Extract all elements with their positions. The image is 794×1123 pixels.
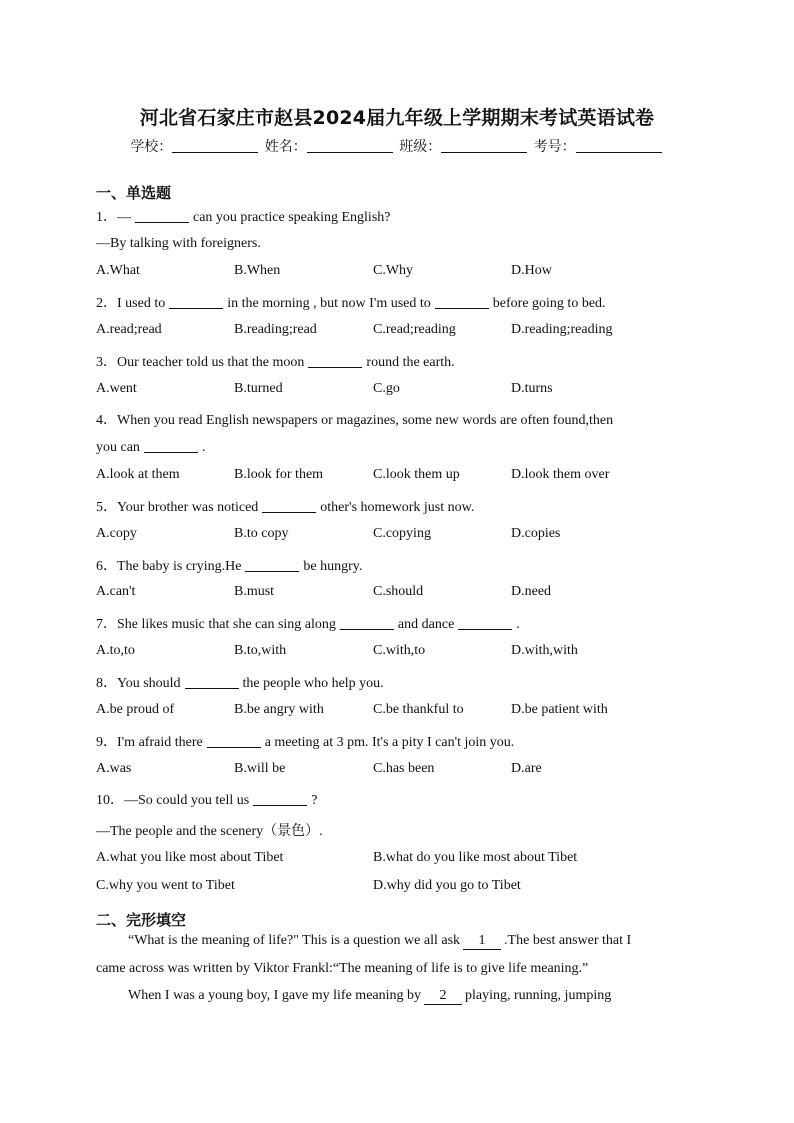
q5-option-a: A.copy: [96, 526, 137, 541]
q10-option-b: B.what do you like most about Tibet: [373, 850, 578, 865]
question-text: 3．Our teacher told us that the moon: [96, 355, 305, 370]
cloze-blank-1: 1: [463, 933, 501, 950]
q7-option-d: D.with,with: [511, 643, 578, 658]
q7-option-c: C.with,to: [373, 643, 426, 658]
q2-option-a: A.read;read: [96, 322, 162, 337]
class-label: 班级：: [399, 139, 442, 155]
question-text: other's homework just now.: [320, 500, 475, 515]
question-4: 4．When you read English newspapers or magazines, some new words are often found,then: [96, 413, 614, 428]
cloze-text: playing, running, jumping: [465, 988, 612, 1003]
question-text: ?: [311, 793, 318, 808]
q9-option-b: B.will be: [234, 761, 286, 776]
q10-option-d: D.why did you go to Tibet: [373, 878, 521, 893]
q2-option-c: C.read;reading: [373, 322, 456, 337]
question-10: [96, 789, 317, 809]
section-heading-single-choice: 一、单选题: [96, 184, 172, 202]
q6-option-d: D.need: [511, 584, 552, 599]
question-text: 8．You should: [96, 676, 181, 691]
question-5: [96, 496, 474, 516]
q6-option-a: A.can't: [96, 584, 136, 599]
question-text: 10．—So could you tell us: [96, 793, 250, 808]
question-text: 9．I'm afraid there: [96, 735, 203, 750]
question-10-reply: —The people and the scenery（景色）.: [96, 824, 323, 839]
question-text: 6．The baby is crying.He: [96, 559, 242, 574]
question-9: [96, 731, 514, 751]
q3-option-a: A.went: [96, 381, 137, 396]
cloze-text: When I was a young boy, I gave my life meaning by: [128, 988, 422, 1003]
answer-blank: [185, 675, 239, 689]
q8-option-b: B.be angry with: [234, 702, 324, 717]
q3-option-c: C.go: [373, 381, 400, 396]
cloze-blank-2: 2: [424, 988, 462, 1005]
q9-option-d: D.are: [511, 761, 542, 776]
question-text: 2．I used to: [96, 296, 166, 311]
q1-option-d: D.How: [511, 263, 552, 278]
answer-blank: [308, 354, 362, 368]
q5-option-d: D.copies: [511, 526, 561, 541]
question-8: [96, 672, 384, 692]
cloze-paragraph-1-cont: came across was written by Viktor Frankl:“The meaning of life is to give life meaning.”: [96, 961, 589, 976]
q8-option-c: C.be thankful to: [373, 702, 464, 717]
answer-blank: [245, 558, 299, 572]
name-blank: [307, 138, 393, 153]
answer-blank: [435, 295, 489, 309]
question-text: and dance: [397, 617, 455, 632]
question-text: before going to bed.: [492, 296, 606, 311]
page-title: 河北省石家庄市赵县2024届九年级上学期期末考试英语试卷: [139, 107, 655, 129]
answer-blank: [253, 792, 307, 806]
question-6: [96, 555, 362, 575]
question-text: in the morning , but now I'm used to: [227, 296, 431, 311]
name-label: 姓名：: [264, 139, 307, 155]
answer-blank: [135, 209, 189, 223]
exam-number-blank: [576, 138, 662, 153]
answer-blank: [169, 295, 223, 309]
question-text: round the earth.: [366, 355, 455, 370]
question-1-reply: —By talking with foreigners.: [96, 236, 261, 251]
cloze-paragraph-2: [128, 988, 611, 1005]
q10-option-c: C.why you went to Tibet: [96, 878, 235, 893]
q3-option-d: D.turns: [511, 381, 553, 396]
q2-option-d: D.reading;reading: [511, 322, 613, 337]
question-text: .: [516, 617, 520, 632]
cloze-paragraph-1: [128, 933, 631, 950]
q4-option-a: A.look at them: [96, 467, 180, 482]
question-1: [96, 206, 390, 226]
q1-option-b: B.When: [234, 263, 281, 278]
q5-option-c: C.copying: [373, 526, 431, 541]
question-2: [96, 292, 606, 312]
q5-option-b: B.to copy: [234, 526, 289, 541]
q3-option-b: B.turned: [234, 381, 283, 396]
question-text: 5．Your brother was noticed: [96, 500, 259, 515]
section-heading-cloze: 二、完形填空: [96, 911, 187, 929]
q9-option-c: C.has been: [373, 761, 435, 776]
q6-option-b: B.must: [234, 584, 275, 599]
exam-number-label: 考号：: [533, 139, 576, 155]
q8-option-a: A.be proud of: [96, 702, 175, 717]
q9-option-a: A.was: [96, 761, 132, 776]
answer-blank: [262, 499, 316, 513]
cloze-text: .The best answer that I: [504, 933, 632, 948]
q6-option-c: C.should: [373, 584, 424, 599]
q8-option-d: D.be patient with: [511, 702, 608, 717]
q7-option-b: B.to,with: [234, 643, 287, 658]
q10-option-a: A.what you like most about Tibet: [96, 850, 284, 865]
question-text: can you practice speaking English?: [193, 210, 391, 225]
question-text: 1．—: [96, 210, 131, 225]
question-3: [96, 351, 455, 371]
q4-option-b: B.look for them: [234, 467, 324, 482]
question-text: the people who help you.: [242, 676, 384, 691]
question-7: [96, 613, 520, 633]
answer-blank: [340, 616, 394, 630]
q1-option-a: A.What: [96, 263, 140, 278]
q4-option-d: D.look them over: [511, 467, 610, 482]
student-info-row: [0, 136, 794, 156]
question-text: you can: [96, 440, 140, 455]
question-4-cont: [96, 439, 205, 456]
class-blank: [441, 138, 527, 153]
answer-blank: [458, 616, 512, 630]
question-text: a meeting at 3 pm. It's a pity I can't join you.: [264, 735, 515, 750]
cloze-text: “What is the meaning of life?" This is a question we all ask: [128, 933, 461, 948]
q4-option-c: C.look them up: [373, 467, 460, 482]
answer-blank: [207, 734, 261, 748]
q1-option-c: C.Why: [373, 263, 414, 278]
answer-blank: [144, 439, 198, 453]
question-text: be hungry.: [303, 559, 363, 574]
q2-option-b: B.reading;read: [234, 322, 317, 337]
question-text: .: [201, 440, 206, 455]
school-blank: [172, 138, 258, 153]
q7-option-a: A.to,to: [96, 643, 135, 658]
school-label: 学校：: [130, 139, 173, 155]
question-text: 7．She likes music that she can sing along: [96, 617, 336, 632]
